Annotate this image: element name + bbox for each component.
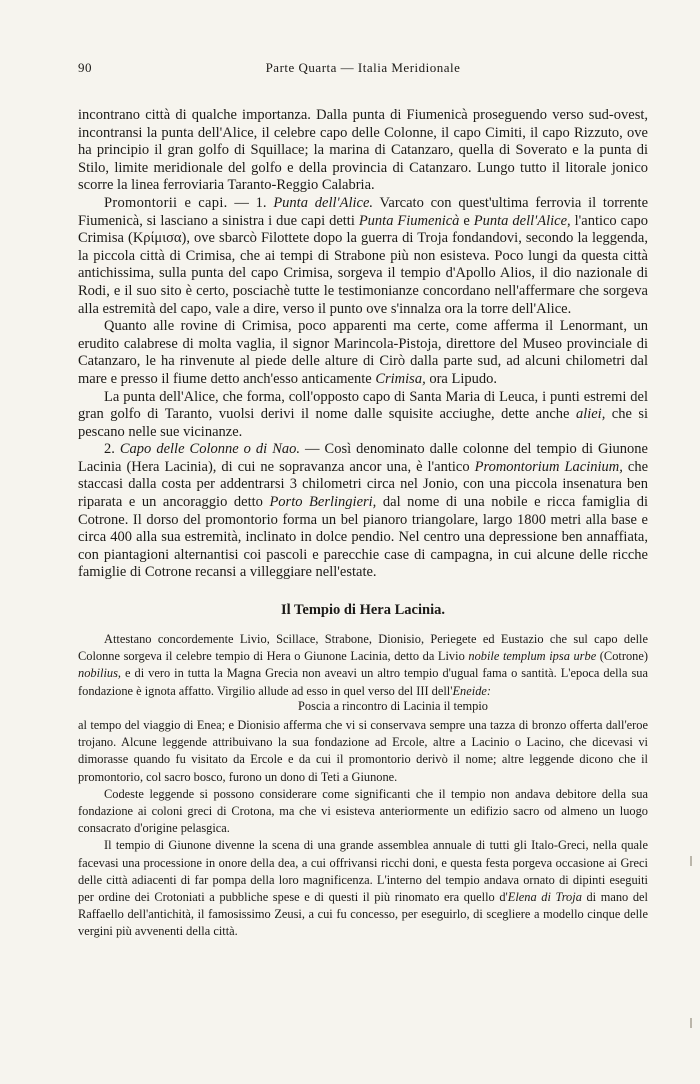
page-edge-mark bbox=[690, 1018, 692, 1028]
paragraph: Attestano concordemente Livio, Scillace, Strabone, Dionisio, Periegete ed Eustazio che sul capo delle Colonne sorgeva il celebre tempio di Hera o Giunone Lacinia, detto da Livio nobile templum ipsa urbe (Cotrone) nobilius, e di vero in tutta la Magna Grecia non aveavi un altro tempio d'ugual fama o santità. L'epoca della sua fondazione è ignota affatto. Virgilio allude ad esso in quel verso del III dell'Eneide: bbox=[78, 632, 648, 698]
paragraph: Quanto alle rovine di Crimisa, poco apparenti ma certe, come afferma il Lenormant, un erudito calabrese di molta vaglia, il signor Marincola-Pistoja, direttore del Museo provinciale di Catanzaro, le ha rinvenute al piede delle alture di Cirò dalla parte sud, ad alcuni chilometri dal mare e presso il fiume detto anch'esso anticamente Crimisa, ora Lipudo. bbox=[78, 318, 648, 387]
paragraph: La punta dell'Alice, che forma, coll'opposto capo di Santa Maria di Leuca, i punti estremi del gran golfo di Taranto, vuolsi derivi il nome dalle squisite acciughe, dette anche aliei, che si pescano nelle sue vicinanze. bbox=[78, 388, 649, 440]
main-text bbox=[78, 107, 648, 582]
subheading: Promontorii e capi. bbox=[104, 194, 228, 211]
small-text bbox=[78, 631, 648, 941]
running-title: Parte Quarta — Italia Meridionale bbox=[265, 60, 461, 75]
paragraph: incontrano città di qualche importanza. Dalla punta di Fiumenicà proseguendo verso sud-ovest, incontransi la punta dell'Alice, il celebre capo delle Colonne, il capo Cimiti, il capo Rizzuto, ove ha principio il gran golfo di Squillace; la marina di Catanzaro, quella di Soverato e la punta di Stilo, limite meridionale del golfo e della provincia di Catanzaro. Lungo tutto il litorale jonico scorre la linea ferroviaria Taranto-Reggio Calabria. bbox=[78, 107, 648, 194]
paragraph: Codeste leggende si possono considerare come significanti che il tempio non andava debitore della sua fondazione ai coloni greci di Crotona, ma che vi esisteva anteriormente un edifizio sacro od almeno un luogo consacrato d'origine pelasgica. bbox=[78, 786, 648, 836]
cape-name: Punta dell'Alice. bbox=[273, 194, 374, 211]
cape-name: Capo delle Colonne o di Nao. bbox=[119, 441, 301, 458]
page-header bbox=[78, 60, 648, 80]
paragraph: Promontorii e capi. — 1. Punta dell'Alice. Varcato con quest'ultima ferrovia il torrente Fiumenicà, si lasciano a sinistra i due capi detti Punta Fiumenicà e Punta dell'Alice, l'antico capo Crimisa (Κρίμισα), ove sbarcò Filottete dopo la guerra di Troja fondandovi, secondo la leggenda, la piccola città di Crimisa, che ai tempi di Strabone più non esisteva. Poco lungi da questa città antichissima, sulla punta del capo Crimisa, sorgeva il tempio d'Apollo Alios, il dio nazionale di Rodi, e il suo sito è certo, posciachè tutte le testimonianze concordano nell'affermare che sorgeva alla estremità del capo, vale a dire, verso il punto ove s'innalza ora la torre dell'Alice. bbox=[78, 194, 649, 317]
paragraph: 2. Capo delle Colonne o di Nao. — Così denominato dalle colonne del tempio di Giunone Lacinia (Hera Lacinia), di cui ne sopravanza ancor una, è l'antico Promontorium Lacinium, che staccasi dalla costa per addentrarsi 3 chilometri circa nel Jonio, con una piccola insenatura ben riparata e un ancoraggio detto Porto Berlingieri, dal nome di una nobile e ricca famiglia di Cotrone. Il dorso del promontorio forma un bel pianoro triangolare, largo 1800 metri alla base e circa 400 alla sua estremità, inclinato in dolce pendio. Nel centro una depressione ben annaffiata, con piantagioni alternantisi coi pascoli e parecchie case di campagna, in cui alcune delle ricche famiglie di Cotrone recansi a villeggiare nell'estate. bbox=[78, 441, 649, 581]
paragraph: Il tempio di Giunone divenne la scena di una grande assemblea annuale di tutti gli Italo-Greci, nella quale facevasi una processione in onore della dea, a cui offrivansi ricchi doni, e questa festa porgeva occasione ai Greci delle città adiacenti di far pompa della loro magnificenza. L'interno del tempio andava ornato di dipinti eseguiti per ordine dei Crotoniati a pubbliche spese e di questi il più rinomato era quello d'Elena di Troja di mano del Raffaello dell'antichità, il famosissimo Zeusi, a cui fu concesso, per eseguirlo, di scegliere a modello cinque delle vergini più avvenenti della città. bbox=[78, 838, 648, 939]
page-body bbox=[78, 107, 648, 941]
page-number: 90 bbox=[78, 60, 92, 75]
section-title: Il Tempio di Hera Lacinia. bbox=[281, 602, 445, 619]
page-edge-mark bbox=[690, 856, 692, 866]
verse-quote: Poscia a rincontro di Lacinia il tempio bbox=[298, 698, 488, 713]
paragraph: al tempo del viaggio di Enea; e Dionisio afferma che vi si conservava sempre una tazza di bronzo offerta dall'eroe trojano. Alcune leggende attribuivano la sua fondazione ad Ercole, altre a Lacinio o Lacino, che dicevasi vi dimorasse quando fu visitato da Ercole e da cui il promontorio derivò il nome; altre leggende dicono che il promontorio, col sacro bosco, furono un dono di Teti a Giunone. bbox=[78, 718, 648, 784]
